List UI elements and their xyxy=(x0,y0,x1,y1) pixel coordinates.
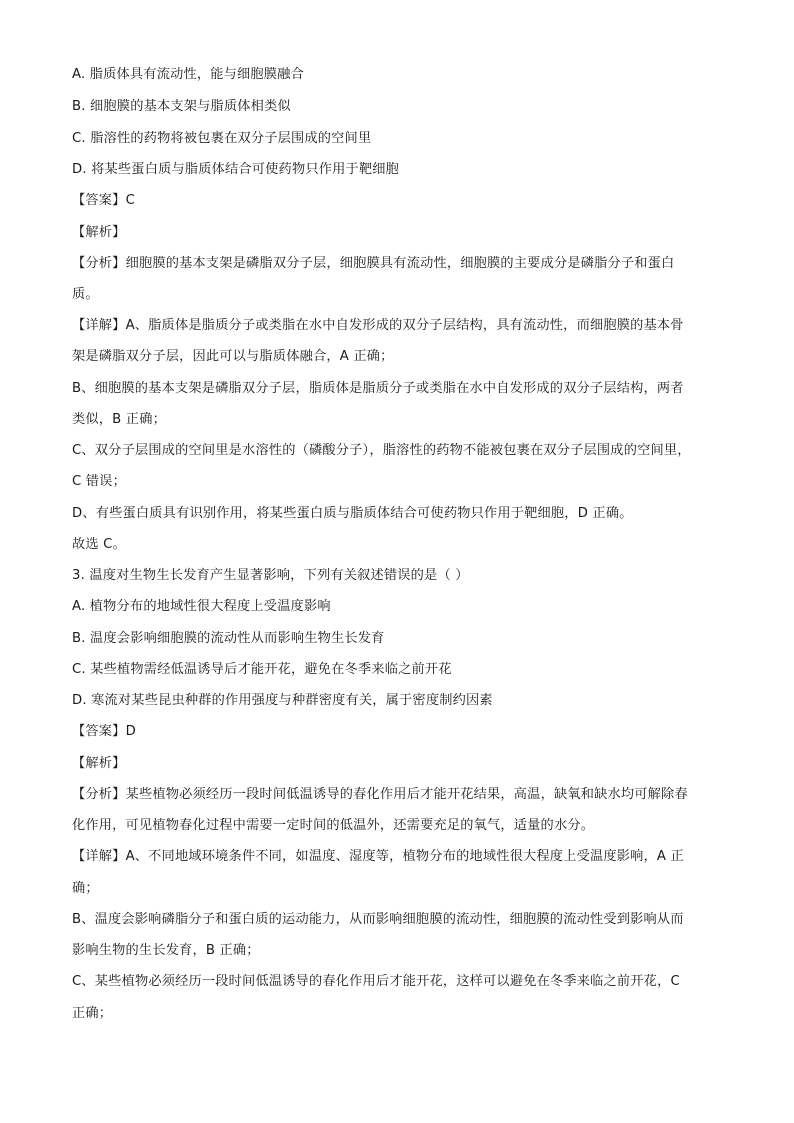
fenxi-tag: 【分析】 xyxy=(72,256,126,271)
q3-xiangjie-line-1 xyxy=(72,849,724,865)
q2-xiangjie-line: B、细胞膜的基本支架是磷脂双分子层，脂质体是脂质分子或类脂在水中自发形成的双分子层结构，两者 xyxy=(72,381,684,396)
q3-xiangjie-line: 影响生物的生长发育，B 正确； xyxy=(72,943,260,958)
q2-xiangjie-line: C 错误； xyxy=(72,474,126,489)
answer-tag: 【答案】 xyxy=(72,724,126,739)
q2-option-c: C. 脂溶性的药物将被包裹在双分子层围成的空间里 xyxy=(72,131,372,146)
q2-conclusion: 故选 C。 xyxy=(72,537,126,552)
q2-answer-line xyxy=(72,193,724,209)
q2-option-a: A. 脂质体具有流动性，能与细胞膜融合 xyxy=(72,67,304,82)
q2-xiangjie-line: D、有些蛋白质具有识别作用，将某些蛋白质与脂质体结合可使药物只作用于靶细胞，D 正确。 xyxy=(72,506,633,521)
xiangjie-text: A、脂质体是脂质分子或类脂在水中自发形成的双分子层结构，具有流动性，而细胞膜的基本骨 xyxy=(125,318,684,333)
q2-xiangjie-line: 架是磷脂双分子层，因此可以与脂质体融合，A 正确； xyxy=(72,349,394,364)
fenxi-text: 某些植物必须经历一段时间低温诱导的春化作用后才能开花结果，高温，缺氧和缺水均可解除春 xyxy=(125,787,688,802)
fenxi-tag: 【分析】 xyxy=(72,787,126,802)
q3-fenxi-line-1 xyxy=(72,787,724,803)
q2-fenxi-line-2: 质。 xyxy=(72,287,99,302)
q2-fenxi-line-1 xyxy=(72,256,724,272)
xiangjie-text: A、不同地域环境条件不同，如温度、湿度等，植物分布的地域性很大程度上受温度影响，A 正 xyxy=(125,849,684,864)
q3-xiangjie-line: 正确； xyxy=(72,1006,113,1021)
q3-option-a: A. 植物分布的地域性很大程度上受温度影响 xyxy=(72,599,331,614)
q3-option-c: C. 某些植物需经低温诱导后才能开花，避免在冬季来临之前开花 xyxy=(72,662,452,677)
q3-xiangjie-line: C、某些植物必须经历一段时间低温诱导的春化作用后才能开花，这样可以避免在冬季来临之前开花，C xyxy=(72,974,680,989)
answer-value: C xyxy=(125,193,135,208)
xiangjie-tag: 【详解】 xyxy=(72,849,126,864)
q3-xiangjie-line: B、温度会影响磷脂分子和蛋白质的运动能力，从而影响细胞膜的流动性，细胞膜的流动性受到影响从而 xyxy=(72,912,684,927)
q2-xiangjie-line: C、双分子层围成的空间里是水溶性的（磷酸分子），脂溶性的药物不能被包裹在双分子层围成的空间里， xyxy=(72,443,691,458)
xiangjie-tag: 【详解】 xyxy=(72,318,126,333)
q3-analysis-tag: 【解析】 xyxy=(72,756,126,771)
q3-option-d: D. 寒流对某些昆虫种群的作用强度与种群密度有关，属于密度制约因素 xyxy=(72,693,493,708)
q3-stem: 3. 温度对生物生长发育产生显著影响，下列有关叙述错误的是（ ） xyxy=(72,568,469,583)
q3-option-b: B. 温度会影响细胞膜的流动性从而影响生物生长发育 xyxy=(72,631,385,646)
q3-xiangjie-line: 确； xyxy=(72,881,99,896)
q2-option-d: D. 将某些蛋白质与脂质体结合可使药物只作用于靶细胞 xyxy=(72,162,400,177)
answer-value: D xyxy=(125,724,136,739)
answer-tag: 【答案】 xyxy=(72,193,126,208)
q3-answer-line xyxy=(72,724,724,740)
q2-analysis-tag: 【解析】 xyxy=(72,225,126,240)
q3-fenxi-line-2: 化作用，可见植物春化过程中需要一定时间的低温外，还需要充足的氧气，适量的水分。 xyxy=(72,818,595,833)
q2-option-b: B. 细胞膜的基本支架与脂质体相类似 xyxy=(72,99,291,114)
fenxi-text: 细胞膜的基本支架是磷脂双分子层，细胞膜具有流动性，细胞膜的主要成分是磷脂分子和蛋白 xyxy=(125,256,675,271)
q2-xiangjie-line-1 xyxy=(72,318,724,334)
q2-xiangjie-line: 类似，B 正确； xyxy=(72,412,166,427)
